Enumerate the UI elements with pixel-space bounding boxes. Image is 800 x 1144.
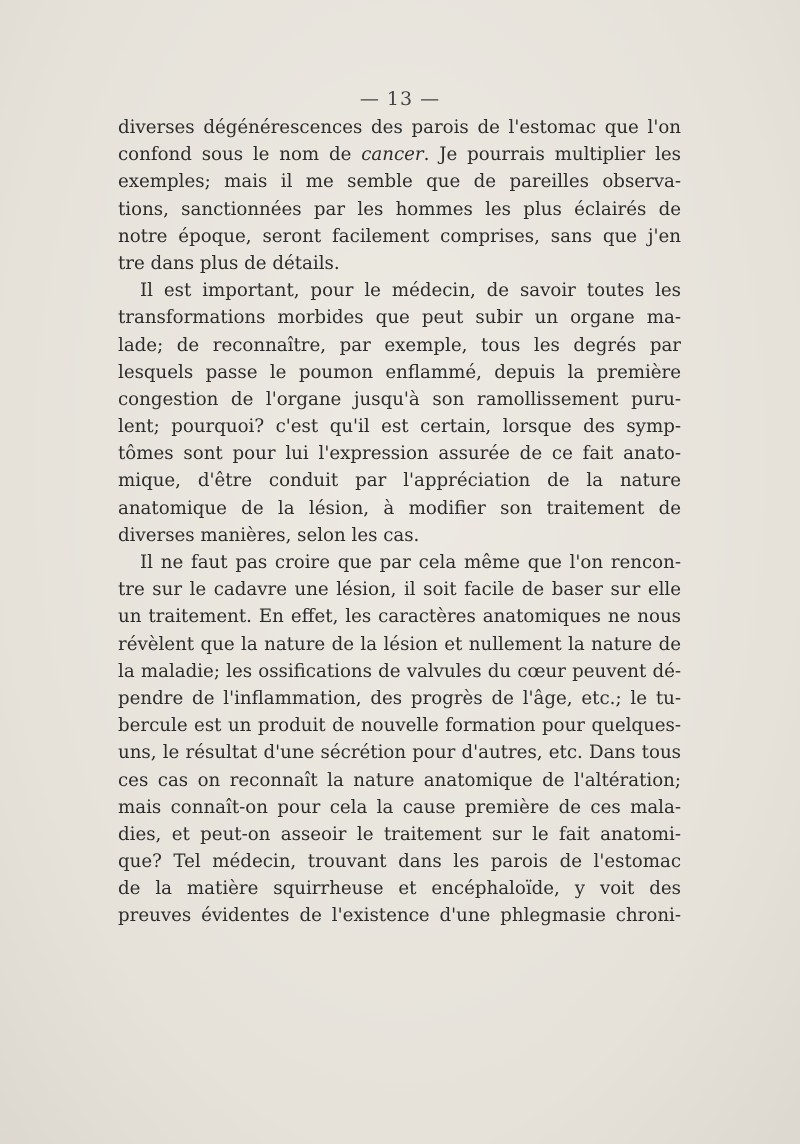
text-line: uns, le résultat d'une sécrétion pour d'autres, etc. Dans tous: [118, 742, 681, 764]
text-line: lade; de reconnaître, par exemple, tous les degrés par: [118, 334, 681, 356]
text-line: anatomique de la lésion, à modifier son traitement de: [118, 497, 681, 519]
paragraph-start-line: Il est important, pour le médecin, de savoir toutes les: [140, 280, 681, 302]
page-number-header: — 13 —: [359, 88, 441, 110]
text-line: la maladie; les ossifications de valvules du cœur peuvent dé-: [118, 660, 681, 682]
text-line: ces cas on reconnaît la nature anatomique de l'altération;: [118, 769, 681, 791]
text-line: tômes sont pour lui l'expression assurée de ce fait anato-: [118, 443, 681, 465]
text-line: notre époque, seront facilement comprises, sans que j'en: [118, 225, 681, 247]
text-line: tre dans plus de détails.: [118, 252, 340, 274]
paragraph-start-line: Il ne faut pas croire que par cela même que l'on rencon-: [140, 552, 681, 573]
text-line: que? Tel médecin, trouvant dans les parois de l'estomac: [118, 851, 681, 873]
text-line: tions, sanctionnées par les hommes les plus éclairés de: [118, 198, 681, 220]
text-line: diverses manières, selon les cas.: [118, 524, 420, 546]
text-line: transformations morbides que peut subir un organe ma-: [118, 307, 681, 329]
text-line: lesquels passe le poumon enflammé, depuis la première: [118, 361, 681, 383]
text-line: pendre de l'inflammation, des progrès de l'âge, etc.; le tu-: [118, 687, 681, 709]
text-line: mais connaît-on pour cela la cause première de ces mala-: [118, 796, 681, 818]
text-line: un traitement. En effet, les caractères anatomiques ne nous: [118, 606, 681, 628]
text-line: preuves évidentes de l'existence d'une phlegmasie chroni-: [118, 905, 681, 927]
text-line: congestion de l'organe jusqu'à son ramollissement puru-: [118, 388, 681, 410]
text-line: tre sur le cadavre une lésion, il soit facile de baser sur elle: [118, 579, 681, 601]
text-line: exemples; mais il me semble que de pareilles observa-: [118, 171, 681, 193]
text-line: diverses dégénérescences des parois de l'estomac que l'on: [118, 117, 681, 138]
text-line: mique, d'être conduit par l'appréciation de la nature: [118, 470, 681, 492]
text-line: révèlent que la nature de la lésion et nullement la nature de: [118, 633, 681, 655]
text-line: bercule est un produit de nouvelle formation pour quelques-: [118, 715, 681, 737]
text-line: dies, et peut-on asseoir le traitement sur le fait anatomi-: [118, 823, 681, 845]
text-line: de la matière squirrheuse et encéphaloïde, y voit des: [118, 878, 681, 900]
text-line: confond sous le nom de cancer. Je pourrais multiplier les: [118, 144, 681, 166]
page-text-block: [118, 114, 681, 930]
text-line: lent; pourquoi? c'est qu'il est certain, lorsque des symp-: [118, 416, 681, 438]
